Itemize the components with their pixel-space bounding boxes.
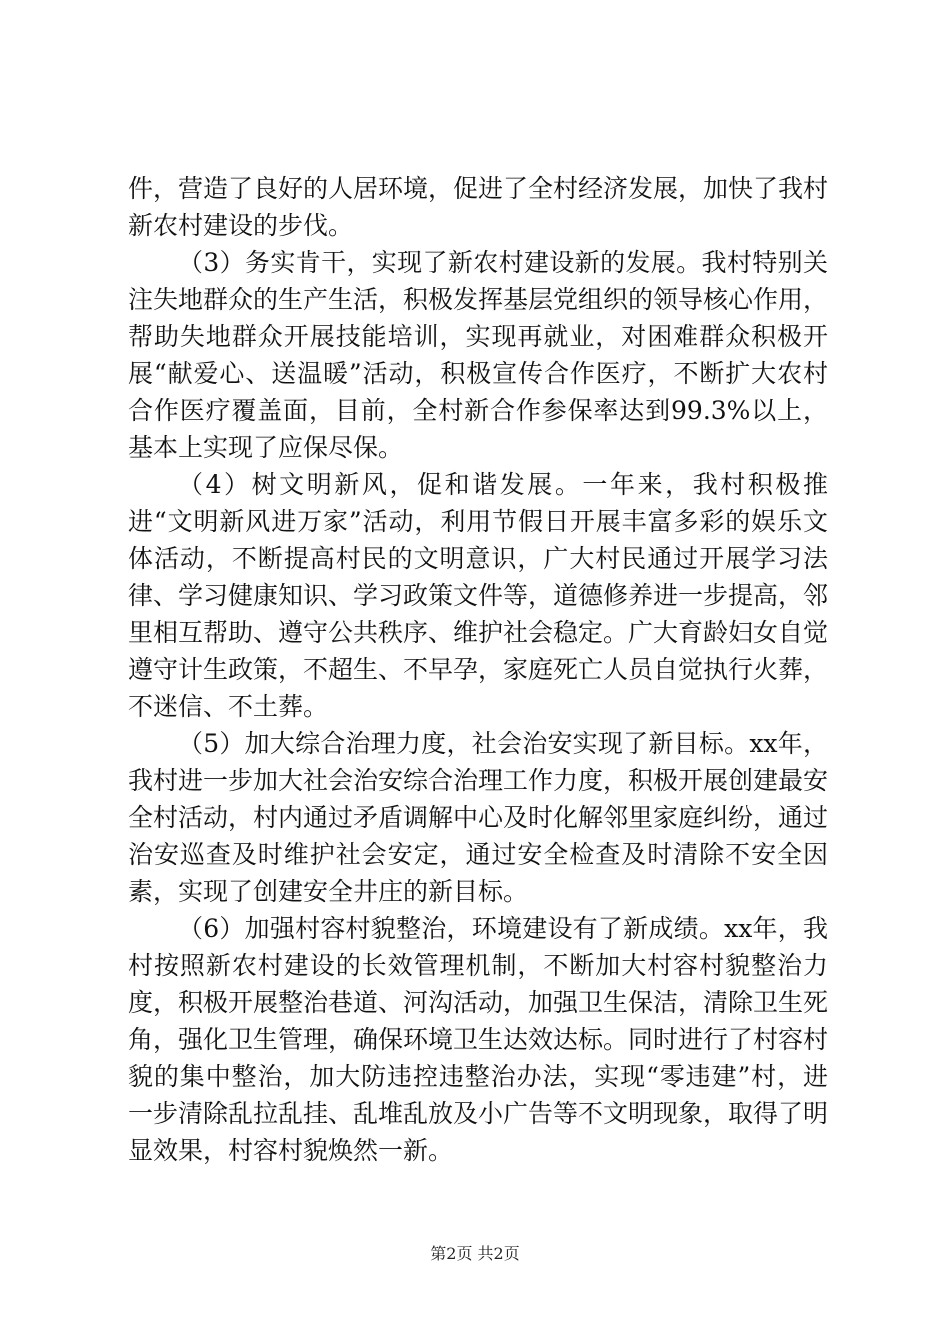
document-body — [128, 170, 828, 1169]
page-footer: 第2页 共2页 — [430, 1244, 520, 1263]
paragraph-4: （4）树文明新风，促和谐发展。一年来，我村积极推进“文明新风进万家”活动，利用节假日开展丰富多彩的娱乐文体活动，不断提高村民的文明意识，广大村民通过开展学习法律、学习健康知识、学习政策文件等，道德修养进一步提高，邻里相互帮助、遵守公共秩序、维护社会稳定。广大育龄妇女自觉遵守计生政策，不超生、不早孕，家庭死亡人员自觉执行火葬，不迷信、不土葬。 — [128, 470, 829, 721]
paragraph-5: （5）加大综合治理力度，社会治安实现了新目标。xx年，我村进一步加大社会治安综合治理工作力度，积极开展创建最安全村活动，村内通过矛盾调解中心及时化解邻里家庭纠纷，通过治安巡查及时维护社会安定，通过安全检查及时清除不安全因素，实现了创建安全井庄的新目标。 — [128, 729, 829, 906]
paragraph-continuation: 件，营造了良好的人居环境，促进了全村经济发展，加快了我村新农村建设的步伐。 — [128, 174, 829, 240]
paragraph-3: （3）务实肯干，实现了新农村建设新的发展。我村特别关注失地群众的生产生活，积极发挥基层党组织的领导核心作用，帮助失地群众开展技能培训，实现再就业，对困难群众积极开展“献爱心、送温暖”活动，积极宣传合作医疗，不断扩大农村合作医疗覆盖面，目前，全村新合作参保率达到99.3%以上，基本上实现了应保尽保。 — [128, 248, 829, 462]
paragraph-6: （6）加强村容村貌整治，环境建设有了新成绩。xx年，我村按照新农村建设的长效管理机制，不断加大村容村貌整治力度，积极开展整治巷道、河沟活动，加强卫生保洁，清除卫生死角，强化卫生管理，确保环境卫生达效达标。同时进行了村容村貌的集中整治，加大防违控违整治办法，实现“零违建”村，进一步清除乱拉乱挂、乱堆乱放及小广告等不文明现象，取得了明显效果，村容村貌焕然一新。 — [128, 914, 829, 1165]
